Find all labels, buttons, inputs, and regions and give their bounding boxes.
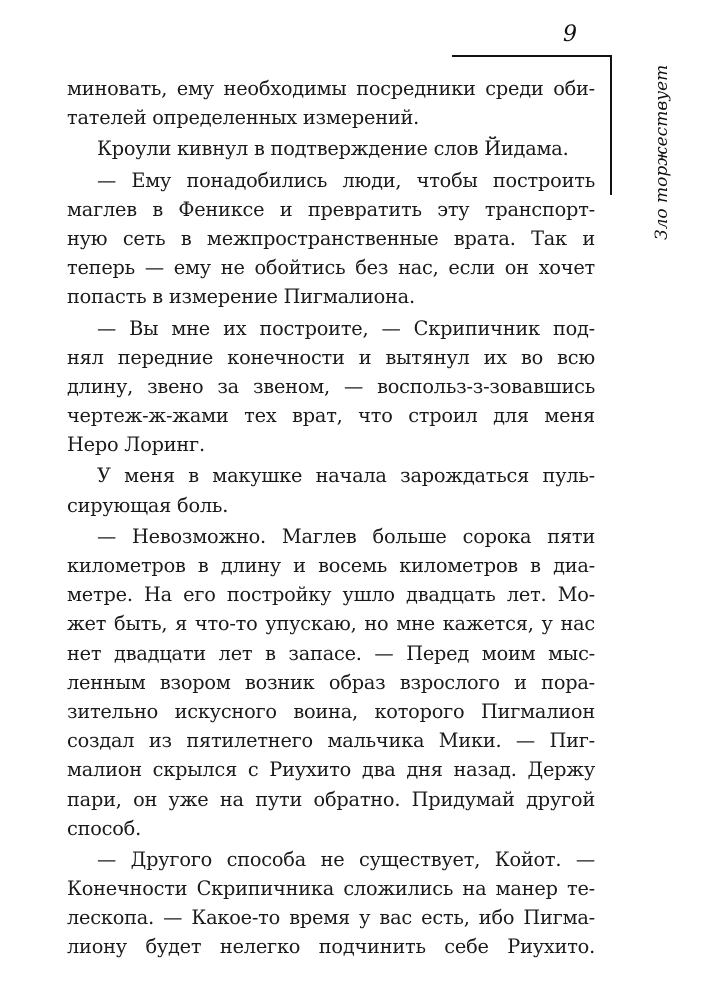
page-number: 9 [563, 22, 577, 47]
text-line: Кроули кивнул в подтверждение слов Йидама. [97, 137, 569, 161]
text-line: пари, он уже на пути обратно. Придумай другой [67, 787, 595, 811]
text-line: чертеж-ж-жами тех врат, что строил для меня [67, 404, 595, 428]
text-line: зительно искусного воина, которого Пигмалион [67, 699, 595, 723]
text-line: создал из пятилетнего мальчика Мики. — Пиг- [67, 729, 595, 753]
text-line: У меня в макушке начала зарождаться пуль- [97, 464, 595, 488]
text-line: лескопа. — Какое-то время у вас есть, ибо Пигма- [67, 906, 595, 930]
text-line: нял передние конечности и вытянул их во всю [67, 345, 595, 369]
text-line: попасть в измерение Пигмалиона. [67, 285, 415, 309]
text-line: маглев в Фениксе и превратить эту транспорт- [67, 197, 595, 221]
handwritten-bracket-top [452, 55, 612, 57]
text-line: — Вы мне их построите, — Скрипичник под- [97, 316, 595, 340]
body-text [67, 74, 595, 962]
text-line: малион скрылся с Риухито два дня назад. Держу [67, 758, 595, 782]
text-line: метре. На его постройку ушло двадцать лет. Мо- [67, 583, 595, 607]
text-line: теперь — ему не обойтись без нас, если он хочет [67, 256, 595, 280]
text-line: миновать, ему необходимы посредники среди оби- [67, 77, 595, 100]
text-line: длину, звено за звеном, — воспольз-з-зовавшись [67, 374, 595, 398]
handwritten-bracket-side [610, 55, 612, 195]
text-line: жет быть, я что-то упускаю, но мне кажется, у нас [67, 612, 595, 636]
text-line: Неро Лоринг. [67, 433, 205, 457]
text-line: — Другого способа не существует, Койот. — [97, 847, 595, 871]
text-line: тателей определенных измерений. [67, 106, 420, 130]
text-line: сирующая боль. [67, 493, 229, 517]
text-line: — Невозможно. Маглев больше сорока пяти [97, 524, 595, 548]
text-line: способ. [67, 816, 142, 840]
text-line: — Ему понадобились люди, чтобы построить [97, 168, 595, 192]
text-line: ную сеть в межпространственные врата. Так и [67, 226, 595, 250]
text-line: ленным взором возник образ взрослого и пора- [67, 670, 595, 694]
margin-note: Зло торжествует [652, 64, 672, 240]
text-line: километров в длину и восемь километров в диа- [67, 554, 595, 577]
text-line: лиону будет нелегко подчинить себе Риухито. [67, 935, 595, 959]
text-line: нет двадцати лет в запасе. — Перед моим мыс- [67, 641, 595, 665]
text-line: Конечности Скрипичника сложились на манер те- [67, 877, 595, 901]
